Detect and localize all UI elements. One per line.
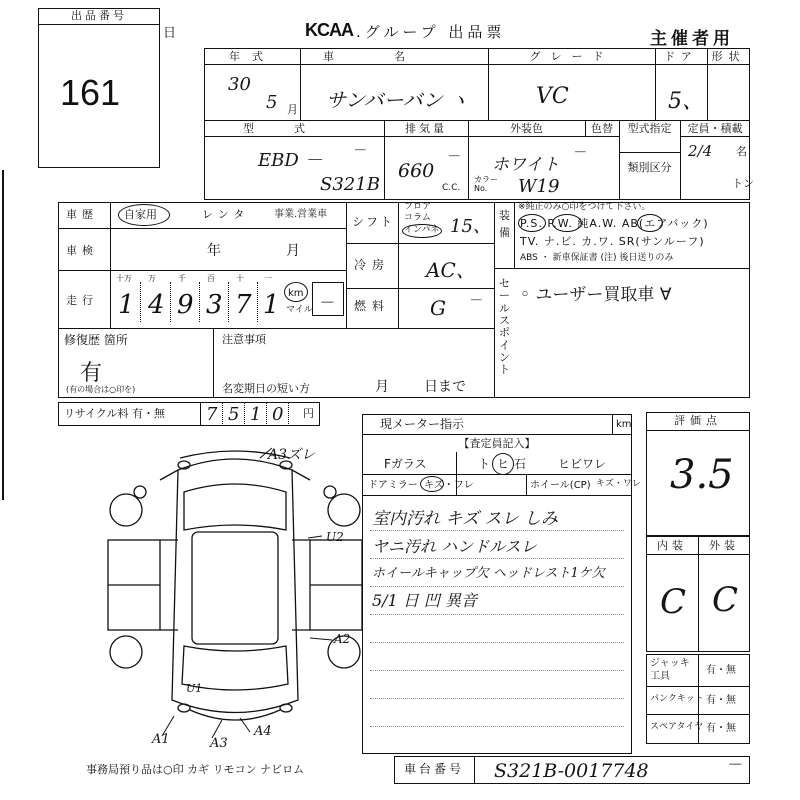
private-circle [118,204,170,226]
equipment-line1: P.S. P.W. 純A.W. AB(エアバック) [520,217,709,230]
mileage-digit-2: 9 [177,290,194,320]
model-value: S321B [320,174,380,195]
interior-grade: C [660,582,687,622]
glass-crack: ヒビワレ [558,457,607,471]
mileage-digit-4: 7 [235,290,252,320]
jack-label: ジャッキ工具 [650,658,690,682]
mark-u1: U1 [186,682,203,695]
digit-header-3: 百 [207,274,215,283]
spare-options: 有・無 [706,723,736,734]
mile-label: マイル [286,305,313,315]
organizer-label: 主催者用 [650,29,734,49]
month-unit: 月 [287,103,298,116]
glass-label: Fガラス [384,457,427,471]
body-label: 形状 [711,50,746,63]
recycle-digit-1: 5 [228,404,240,425]
shift-panel-circle [402,224,442,238]
interior-label: 内装 [657,539,687,552]
capacity-unit-ton: トン [732,177,754,190]
year-label: 年式 [229,50,275,63]
mileage-digit-1: 4 [148,290,165,320]
form-title: .グループ 出品票 [356,23,506,41]
history-business: 事業.営業車 [274,209,328,220]
jack-options: 有・無 [706,665,736,676]
mark-a1: A1 [152,732,170,747]
capacity-value: 2/4 [688,142,713,160]
chassis-number: S321B-0017748 [494,760,649,782]
inspection-month: 月 [286,243,300,259]
history-private: 自家用 [124,208,157,221]
equipment-note: ※純正のみ○印をつけて下さい。 [518,202,651,212]
history-label: 車歴 [66,208,98,221]
digit-header-4: 十 [236,274,244,283]
mirror-label: ドアミラー [368,480,418,491]
ext-color-label: 外装色 [510,122,543,135]
ps-circle [518,214,546,232]
capacity-label: 定員・積載 [687,122,743,135]
displacement-label: 排気量 [405,122,447,135]
mileage-dash: － [318,293,335,312]
repair-value: 有 [80,361,103,386]
month-value: 5 [266,92,278,113]
margin-mark [2,170,4,500]
km-label: km [288,288,304,299]
mark-u2: U2 [326,530,344,544]
doors-label: ドア [664,50,698,63]
meter-unit: km [616,419,632,430]
inspector-header: 【査定員記入】 [458,437,536,450]
shift-label: シフト [352,215,395,229]
digit-header-1: 万 [148,274,156,283]
recycle-digit-3: 0 [272,404,284,425]
grade-label: グレード [529,50,614,63]
lot-number: 161 [60,72,121,113]
inspector-note-4: 5/1 日 凹 異音 [372,591,478,610]
chassis-dash: － [726,755,743,774]
inspection-label: 車検 [66,244,98,257]
model-spec-label: 型式指定 [627,122,672,135]
grade-value: VC [536,84,569,109]
equipment-line3: ABS ・ 新車保証書 (注) 後日送りのみ [520,253,674,263]
inspector-note-1: 室内汚れ キズ スレ しみ [372,509,558,529]
name-label: 車名 [323,50,465,63]
recycle-unit: 円 [303,407,314,420]
year-value: 30 [228,74,251,95]
mileage-digit-0: 1 [118,290,135,320]
inspection-year: 年 [207,243,221,259]
repair-label: 修復歴 箇所 [64,333,128,347]
lot-label: 出品番号 [71,9,127,22]
spare-label: スペアタイヤ [650,722,704,732]
deadline-month: 月 [375,379,389,395]
color-no-value: W19 [518,176,560,197]
class-label: 類別区分 [627,161,672,174]
deadline-day: 日まで [424,379,466,395]
car-damage-diagram [100,440,370,760]
shift-floor: フロア [404,202,432,212]
glass-ishi: 石 [514,457,527,471]
wheel-options: キズ・ワレ [596,479,641,489]
recycle-digit-0: 7 [206,404,218,425]
exterior-grade: C [712,580,739,620]
sales-point-text: ◦ ユーザー買取車 ∀ [520,285,672,305]
mark-a2: A2 [334,632,351,646]
equipment-label: 装備 [499,209,510,239]
mileage-digit-3: 3 [206,290,223,320]
mileage-dash-box [312,282,344,316]
score-label: 評価点 [674,414,722,427]
repair-note: (有の場合は○印を) [66,385,136,394]
inspector-note-2: ヤニ汚れ ハンドルスレ [372,537,537,556]
chassis-label: 車台番号 [404,762,465,776]
km-circle [284,282,308,302]
digit-header-5: 一 [264,274,272,283]
shift-value: 15、 [450,216,491,237]
glass-hi-circle [492,453,514,475]
mark-a3: A3 [210,736,228,751]
ext-color-value: ホワイト [492,155,560,175]
cc-unit: C.C. [442,183,461,193]
displacement-tick: － [446,149,460,165]
capacity-unit-people: 名 [736,145,747,158]
puncture-options: 有・無 [706,695,736,706]
model-prefix: EBD － [258,150,323,171]
inspector-note-3: ホイールキャップ欠 ヘッドレスト1ケ欠 [372,566,605,581]
mirror-options: キズ・ワレ [424,480,474,491]
displacement-value: 660 [398,160,435,182]
shift-panel: インパネ [404,225,440,235]
puncture-label: パンクキット [650,694,704,704]
wheel-label: ホイール(CP) [530,480,591,491]
color-no-label: カラーNo. [474,175,498,193]
mileage-label: 走行 [66,294,98,307]
meter-label: 現メーター指示 [380,417,465,431]
ext-color-dash: － [572,145,586,161]
fuel-label: 燃料 [354,299,391,313]
shift-column: コラム [404,213,431,223]
vehicle-name: サンバーバン ヽ [326,88,469,112]
color-change-label: 色替 [591,122,613,135]
sales-point-label: セールスポイント [499,277,510,377]
title-logo: KCAA [305,20,353,40]
ab-circle [637,214,663,232]
mark-a4: A4 [254,724,272,739]
notes-label: 注意事項 [222,333,266,346]
exterior-label: 外装 [709,539,739,552]
office-note: 事務局預り品は○印 カギ リモコン ナビロム [86,763,305,776]
score-value: 3.5 [670,452,734,498]
glass-hi: ヒ [497,457,510,471]
glass-toe: ト [478,457,491,471]
recycle-label: リサイクル料 有・無 [64,407,165,420]
equipment-line2: TV. ナ.ビ. カ.ワ. SR(サンルーフ) [520,235,705,248]
ac-label: 冷房 [354,258,391,272]
mileage-digit-5: 1 [263,290,280,320]
model-label: 型式 [243,122,345,135]
day-char: 日 [163,26,177,41]
fuel-value: G [430,296,446,320]
ac-value: AC、 [426,258,476,282]
fuel-dash: － [468,293,482,309]
model-dash: － [352,143,366,159]
history-rental: レンタ [202,208,250,221]
digit-header-0: 十万 [116,274,132,283]
doors-value: 5、 [668,89,704,114]
mark-a3-zure: A3ズレ [268,447,316,463]
recycle-digit-2: 1 [250,404,262,425]
deadline-label: 名変期日の短い方 [222,382,310,395]
digit-header-2: 千 [178,274,186,283]
pw-circle [552,214,582,232]
mirror-kizu-circle [420,476,444,492]
